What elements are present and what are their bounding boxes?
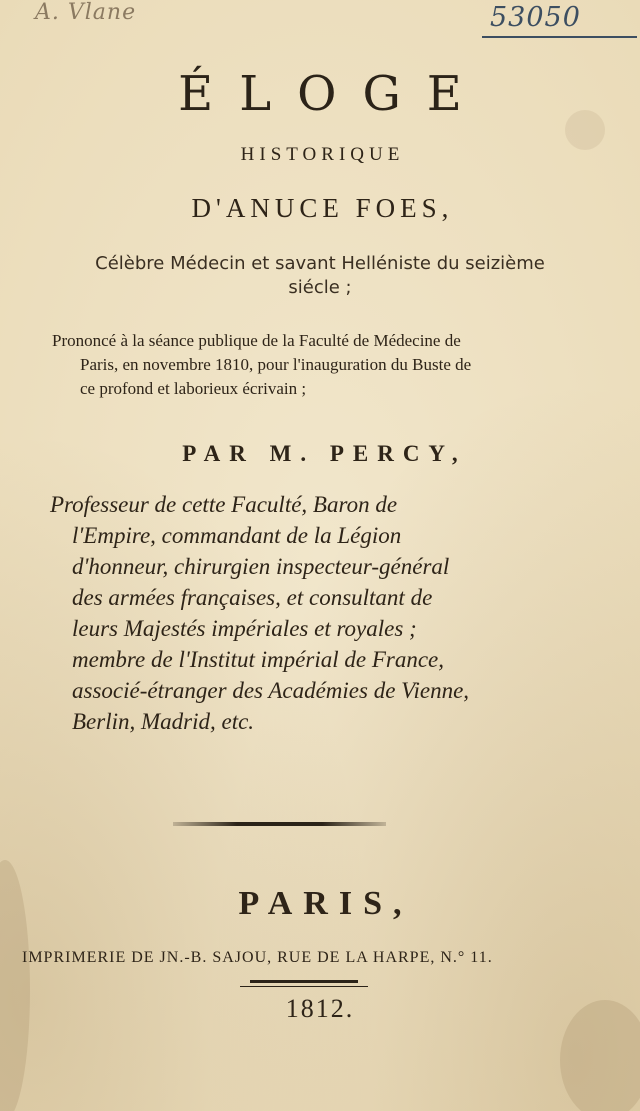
titles-line: des armées françaises, et consultant de	[72, 585, 433, 610]
occasion-line: Paris, en novembre 1810, pour l'inauguration du Buste de	[80, 355, 472, 374]
description-line: siécle ;	[288, 277, 352, 298]
imprint-place: PARIS,	[238, 885, 413, 922]
description-line: Célèbre Médecin et savant Helléniste du seizième	[95, 253, 545, 274]
call-number: 53050	[490, 2, 581, 33]
occasion-line: Prononcé à la séance publique de la Faculté de Médecine de	[52, 331, 461, 350]
titles-line: d'honneur, chirurgien inspecteur-général	[72, 554, 450, 579]
title-eloge: ÉLOGE	[178, 66, 488, 122]
occasion-line: ce profond et laborieux écrivain ;	[80, 379, 307, 398]
call-number-underline	[482, 36, 637, 38]
titles-line: leurs Majestés impériales et royales ;	[72, 616, 417, 641]
handwritten-note: A. Vlane	[35, 0, 137, 25]
subject-name: D'ANUCE FOES,	[191, 193, 454, 223]
imprint-printer: IMPRIMERIE DE JN.-B. SAJOU, RUE DE LA HARPE, N.° 11.	[22, 949, 493, 966]
author-titles	[50, 489, 610, 737]
occasion-paragraph	[52, 329, 597, 401]
imprint-year: 1812.	[285, 994, 355, 1023]
titles-line: Professeur de cette Faculté, Baron de	[50, 492, 398, 517]
imprint-rule	[250, 980, 358, 983]
author-byline: PAR M. PERCY,	[182, 441, 467, 466]
titles-line: l'Empire, commandant de la Légion	[72, 523, 402, 548]
titles-line: membre de l'Institut impérial de France,	[72, 647, 444, 672]
subject-description	[0, 252, 640, 300]
titles-line: associé-étranger des Académies de Vienne,	[72, 678, 470, 703]
imprint-rule	[240, 986, 368, 987]
decorative-rule	[173, 822, 386, 826]
title-historique: HISTORIQUE	[240, 144, 405, 165]
titles-line: Berlin, Madrid, etc.	[72, 709, 255, 734]
